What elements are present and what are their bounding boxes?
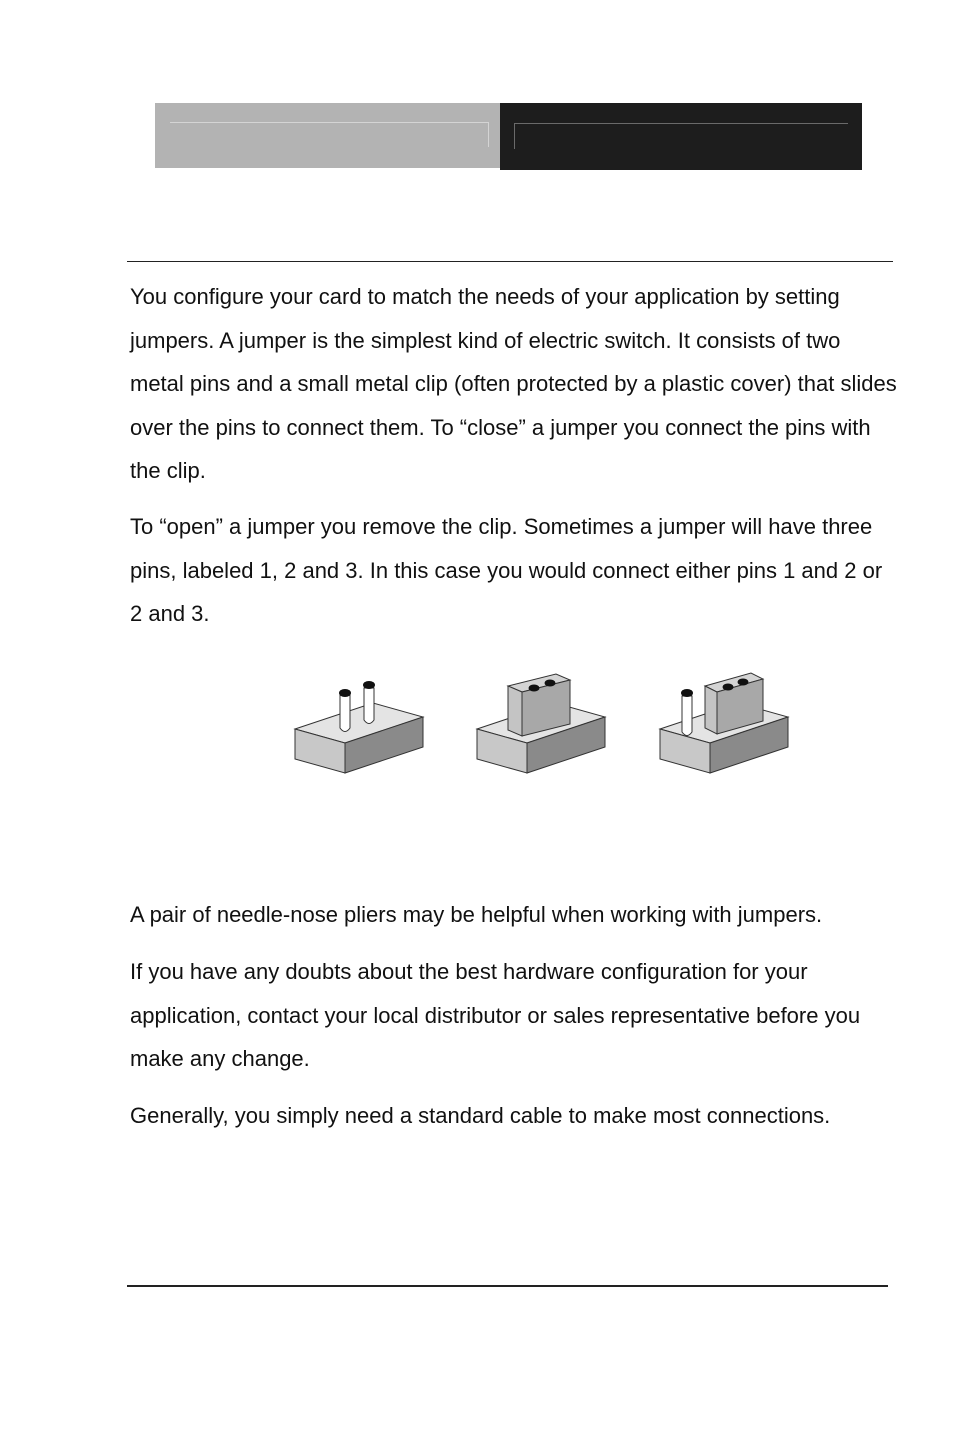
header-right-tick [514,123,515,149]
open-jumper-icon [295,681,423,773]
header-left-tick [488,122,489,147]
paragraph-contact-distributor: If you have any doubts about the best hardware configuration for your application, contact your local distributor or sales representative before you make any change. [130,959,861,1071]
footer-divider [127,1285,888,1287]
header-left-rule [170,122,489,123]
header-bar-right [500,103,862,170]
closed-jumper-icon [477,674,605,773]
header-bar-left [155,103,500,168]
paragraph-jumper-open: To “open” a jumper you remove the clip. Sometimes a jumper will have three pins, labeled 1, 2 and 3. In this case you would connect either pins 1 and 2 or 2 and 3. [130,514,883,626]
jumper-illustration [290,668,795,780]
paragraph-pliers-tip: A pair of needle-nose pliers may be helpful when working with jumpers. [130,902,823,927]
paragraph-jumper-intro: You configure your card to match the needs of your application by setting jumpers. A jumper is the simplest kind of electric switch. It consists of two metal pins and a small metal clip (often protected by a plastic cover) that slides over the pins to connect them. To “close” a jumper you connect the pins with the clip. [130,284,897,483]
section-divider-top [127,261,893,262]
paragraph-standard-cable: Generally, you simply need a standard cable to make most connections. [130,1103,831,1128]
partial-jumper-icon [660,673,788,773]
header-right-rule [514,123,848,124]
